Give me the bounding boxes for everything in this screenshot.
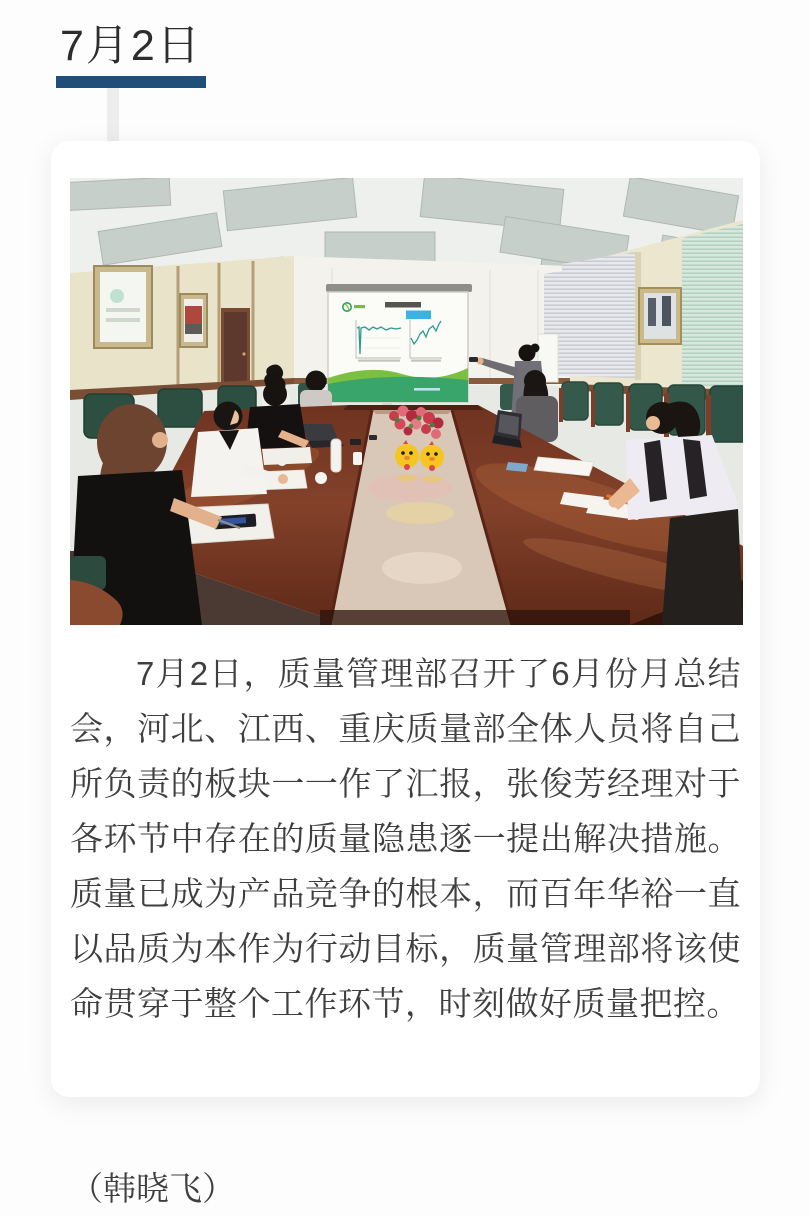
projection-screen	[326, 284, 472, 405]
wall-frame-right	[639, 288, 681, 344]
article-card	[51, 141, 760, 1207]
article-byline: （韩晓飞）	[70, 1170, 235, 1207]
date-underline	[56, 76, 206, 88]
meeting-photo[interactable]	[70, 178, 743, 625]
door	[221, 308, 250, 392]
timeline-connector	[107, 88, 119, 142]
date-heading: 7月2日	[60, 22, 202, 70]
article-paragraph: 7月2日，质量管理部召开了6月份月总结会，河北、江西、重庆质量部全体人员将自己所负责的板块一一作了汇报，张俊芳经理对于各环节中存在的质量隐患逐一提出解决措施。质量已成为产品竞争的根本，而百年华裕一直以品质为本作为行动目标，质量管理部将该使命贯穿于整个工作环节，时刻做好质量把控。	[70, 655, 741, 1022]
